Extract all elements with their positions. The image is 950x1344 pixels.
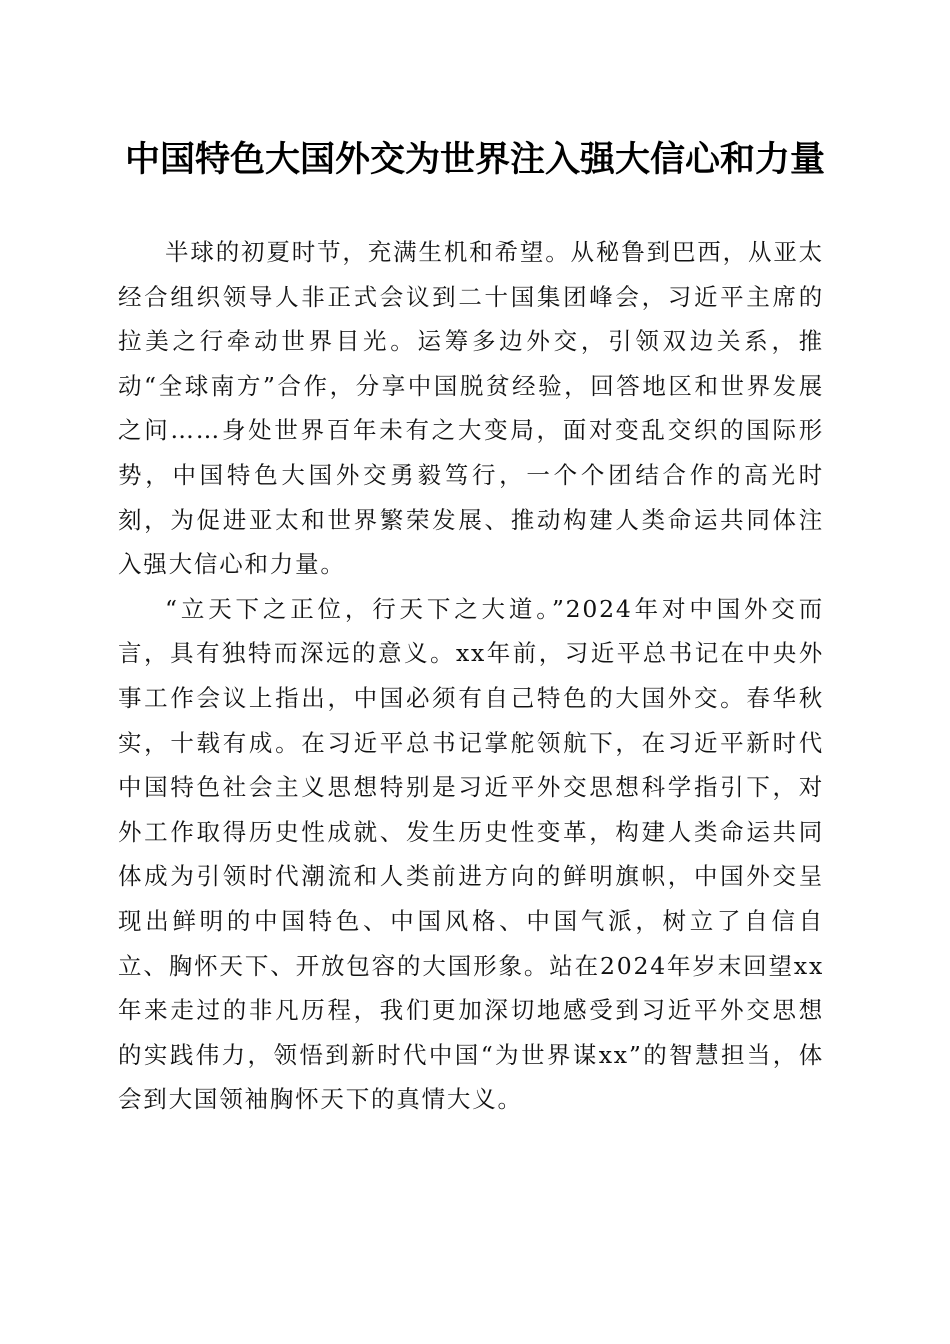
document-title: 中国特色大国外交为世界注入强大信心和力量	[124, 139, 825, 180]
paragraph-1: 半球的初夏时节，充满生机和希望。从秘鲁到巴西，从亚太经合组织领导人非正式会议到二十国集团峰会，习近平主席的拉美之行牵动世界目光。运筹多边外交，引领双边关系，推动“全球南方”合作，分享中国脱贫经验，回答地区和世界发展之问……身处世界百年未有之大变局，面对变乱交织的国际形势，中国特色大国外交勇毅笃行，一个个团结合作的高光时刻，为促进亚太和世界繁荣发展、推动构建人类命运共同体注入强大信心和力量。	[118, 238, 824, 579]
document-body	[118, 230, 824, 1122]
paragraph-2: “立天下之正位，行天下之大道。”2024年对中国外交而言，具有独特而深远的意义。xx年前，习近平总书记在中央外事工作会议上指出，中国必须有自己特色的大国外交。春华秋实，十载有成。在习近平总书记掌舵领航下，在习近平新时代中国特色社会主义思想特别是习近平外交思想科学指引下，对外工作取得历史性成就、发生历史性变革，构建人类命运共同体成为引领时代潮流和人类前进方向的鲜明旗帜，中国外交呈现出鲜明的中国特色、中国风格、中国气派，树立了自信自立、胸怀天下、开放包容的大国形象。站在2024年岁末回望xx年来走过的非凡历程，我们更加深切地感受到习近平外交思想的实践伟力，领悟到新时代中国“为世界谋xx”的智慧担当，体会到大国领袖胸怀天下的真情大义。	[118, 594, 824, 1114]
